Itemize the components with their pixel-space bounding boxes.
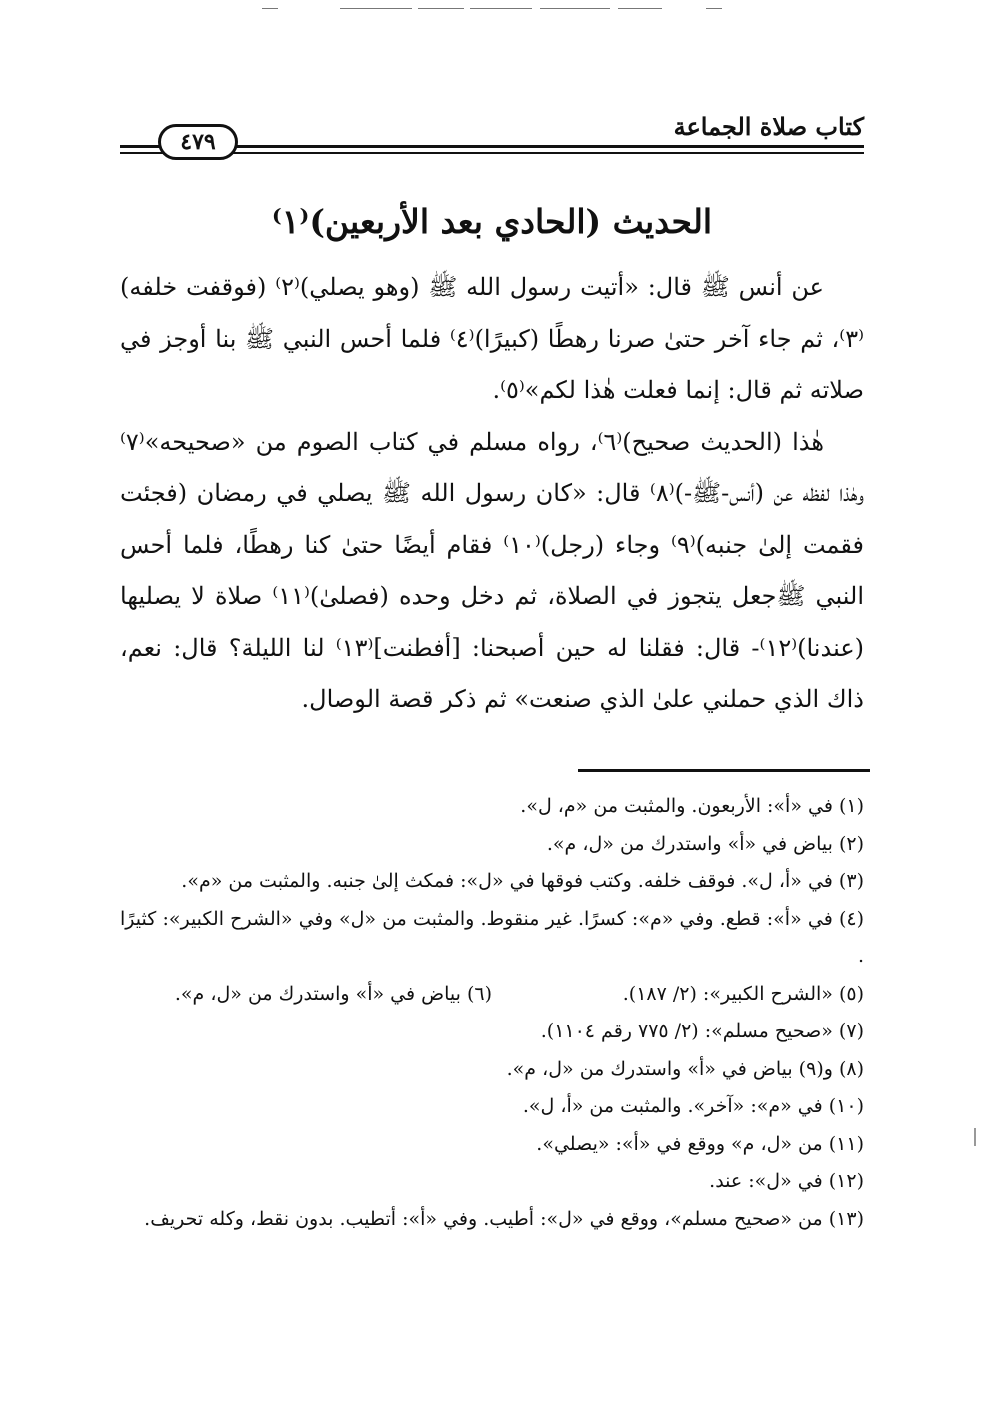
running-title: كتاب صلاة الجماعة	[673, 112, 864, 141]
hadith-title: الحديث (الحادي بعد الأربعين)⁽١⁾	[271, 202, 713, 241]
footnote-8-9: (٨) و(٩) بياض في «أ» واستدرك من «ل، م».	[506, 1057, 864, 1080]
hadith-paragraph-2: هٰذا (الحديث صحيح)⁽٦⁾، رواه مسلم في كتاب الصوم من «صحيحه»⁽٧⁾ وهٰذا لفظه عن (أنس-ﷺ-)⁽٨⁾ قال: «كان رسول الله ﷺ يصلي في رمضان (فجئت فقمت إلىٰ جنبه)⁽٩⁾ وجاء (رجل)⁽١٠⁾ فقام أيضًا حتىٰ كنا رهطًا، فلما أحس النبي ﷺجعل يتجوز في الصلاة، ثم دخل وحده (فصلىٰ)⁽١١⁾ صلاة لا يصليها (عندنا)⁽١٢⁾- قال: فقلنا له حين أصبحنا: [أفطنت]⁽١٣⁾ لنا الليلة؟ قال: نعم، ذاك الذي حملني علىٰ الذي صنعت» ثم ذكر قصة الوصال.	[120, 427, 865, 713]
footnote-2: (٢) بياض في «أ» واستدرك من «ل، م».	[546, 832, 864, 855]
scan-edge-mark-right	[974, 1128, 976, 1146]
footnote-4: (٤) في «أ»: قطع. وفي «م»: كسرًا. غير منقوط. والمثبت من «ل» وفي «الشرح الكبير»: كثيرًا .	[120, 907, 864, 967]
footnote-5: (٥) «الشرح الكبير»: (٢/ ١٨٧).	[622, 982, 864, 1005]
hadith-paragraph-1: عن أنس ﷺ قال: «أتيت رسول الله ﷺ (وهو يصلي)⁽٢⁾ (فوقفت خلفه)⁽٣⁾، ثم جاء آخر حتىٰ صرنا رهطًا (كبيرًا)⁽٤⁾ فلما أحس النبي ﷺ بنا أوجز في صلاته ثم قال: إنما فعلت هٰذا لكم»⁽٥⁾.	[120, 273, 864, 404]
footnote-13: (١٣) من «صحيح مسلم»، ووقع في «ل»: أطيب. وفي «أ»: أتطيب. بدون نقط، وكله تحريف.	[144, 1207, 864, 1230]
footnote-separator	[578, 769, 870, 772]
footnote-3: (٣) في «أ، ل». فوقف خلفه. وكتب فوقها في «ل»: فمكث إلىٰ جنبه. والمثبت من «م».	[181, 870, 864, 892]
scan-edge-marks	[0, 2, 984, 16]
footnote-12: (١٢) في «ل»: عند.	[709, 1170, 864, 1192]
hadith-body	[120, 262, 864, 726]
footnote-row-5-6	[120, 976, 864, 1014]
page-header	[120, 112, 864, 158]
footnote-7: (٧) «صحيح مسلم»: (٢/ ٧٧٥ رقم ١١٠٤).	[540, 1020, 864, 1042]
footnote-11: (١١) من «ل، م» ووقع في «أ»: «يصلي».	[536, 1132, 864, 1155]
page-number: ٤٧٩	[158, 124, 238, 160]
footnotes	[120, 788, 864, 1238]
footnote-1: (١) في «أ»: الأربعون. والمثبت من «م، ل».	[520, 795, 864, 817]
footnote-10: (١٠) في «م»: «آخر». والمثبت من «أ، ل».	[522, 1095, 864, 1117]
footnote-6: (٦) بياض في «أ» واستدرك من «ل، م».	[174, 982, 492, 1005]
